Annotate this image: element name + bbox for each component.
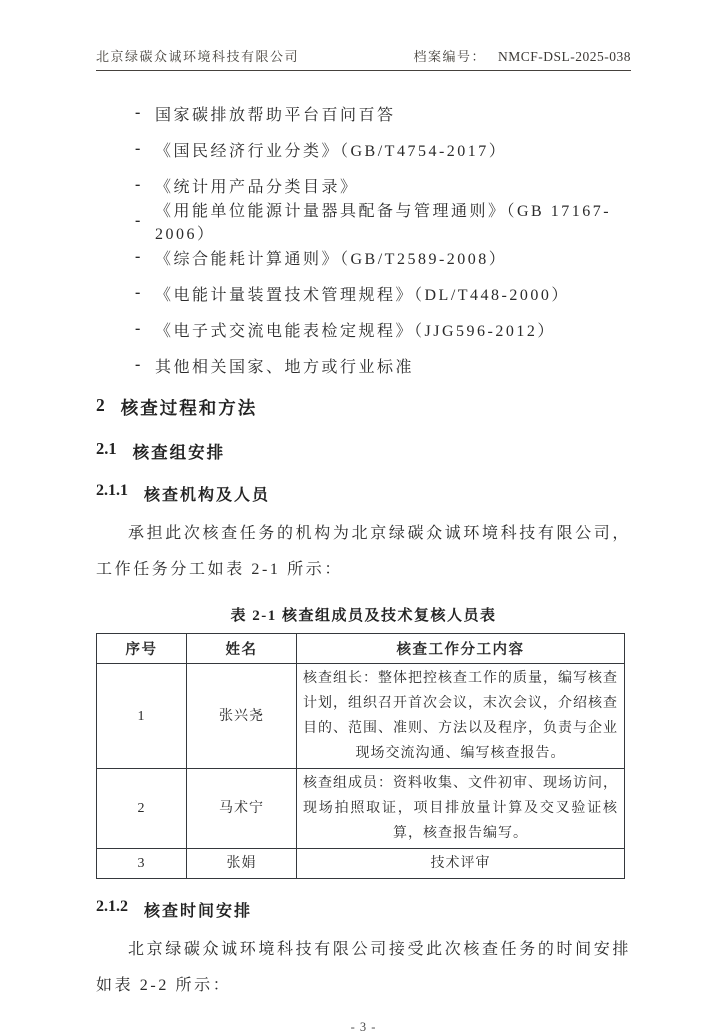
- page-number: - 3 -: [350, 1020, 377, 1034]
- page-header: [96, 46, 631, 71]
- column-header-no: 序号: [97, 634, 187, 664]
- list-item: [96, 275, 631, 311]
- list-item-text: 国家碳排放帮助平台百问百答: [155, 106, 396, 124]
- dash-marker: -: [135, 104, 141, 121]
- cell-no: 3: [97, 849, 187, 879]
- cell-name: 张兴尧: [187, 664, 297, 769]
- dash-marker: -: [135, 320, 141, 337]
- dash-marker: -: [135, 176, 141, 193]
- header-archive: [413, 46, 631, 65]
- section-number: 2.1.1: [96, 482, 128, 499]
- list-item-text: 《国民经济行业分类》（GB/T4754-2017）: [155, 142, 508, 160]
- dash-marker: -: [135, 284, 141, 301]
- list-item: [96, 239, 631, 275]
- cell-duty: 技术评审: [297, 849, 625, 879]
- list-item-text: 《电子式交流电能表检定规程》（JJG596-2012）: [155, 322, 556, 340]
- cell-name: 马术宁: [187, 769, 297, 849]
- list-item: [96, 311, 631, 347]
- table-row: [97, 769, 625, 849]
- table-header-row: [97, 634, 625, 664]
- verification-team-table: [96, 633, 625, 879]
- list-item-text: 《用能单位能源计量器具配备与管理通则》（GB 17167-2006）: [155, 203, 612, 243]
- section-title: 核查过程和方法: [120, 398, 258, 418]
- section-heading-2-1: [96, 439, 631, 463]
- cell-name: 张娟: [187, 849, 297, 879]
- section-number: 2.1: [96, 439, 117, 458]
- dash-marker: -: [135, 212, 141, 229]
- header-company-name: 北京绿碳众诚环境科技有限公司: [96, 49, 300, 64]
- list-item: [96, 95, 631, 131]
- paragraph-schedule-intro: 北京绿碳众诚环境科技有限公司接受此次核查任务的时间安排如表 2-2 所示：: [96, 941, 631, 994]
- cell-duty: 核查组成员：资料收集、文件初审、现场访问，现场拍照取证，项目排放量计算及交叉验证核算，核查报告编写。: [297, 769, 625, 849]
- paragraph-team-intro: 承担此次核查任务的机构为北京绿碳众诚环境科技有限公司，工作任务分工如表 2-1 所示：: [96, 525, 631, 578]
- section-number: 2.1.2: [96, 898, 128, 915]
- reference-list: [96, 95, 631, 383]
- list-item-text: 《电能计量装置技术管理规程》（DL/T448-2000）: [155, 286, 570, 304]
- section-heading-2-1-1: [96, 482, 631, 505]
- cell-duty: 核查组长：整体把控核查工作的质量，编写核查计划，组织召开首次会议，末次会议，介绍核查目的、范围、准则、方法以及程序，负责与企业现场交流沟通、编写核查报告。: [297, 664, 625, 769]
- section-title: 核查时间安排: [144, 903, 253, 920]
- section-title: 核查组安排: [132, 443, 226, 462]
- list-item-text: 《统计用产品分类目录》: [155, 178, 359, 196]
- column-header-name: 姓名: [187, 634, 297, 664]
- list-item-text: 其他相关国家、地方或行业标准: [155, 358, 415, 376]
- table-row: [97, 664, 625, 769]
- section-title: 核查机构及人员: [144, 487, 271, 504]
- dash-marker: -: [135, 356, 141, 373]
- table-caption: 表 2-1 核查组成员及技术复核人员表: [230, 608, 497, 624]
- archive-label: 档案编号：: [413, 49, 486, 64]
- list-item: [96, 131, 631, 167]
- column-header-duty: 核查工作分工内容: [297, 634, 625, 664]
- section-heading-2: [96, 395, 631, 420]
- section-number: 2: [96, 395, 105, 415]
- list-item: [96, 203, 631, 243]
- archive-number: NMCF-DSL-2025-038: [497, 49, 631, 64]
- section-heading-2-1-2: [96, 898, 631, 921]
- dash-marker: -: [135, 248, 141, 265]
- dash-marker: -: [135, 140, 141, 157]
- list-item: [96, 347, 631, 383]
- table-row: [97, 849, 625, 879]
- list-item-text: 《综合能耗计算通则》（GB/T2589-2008）: [155, 250, 508, 268]
- cell-no: 1: [97, 664, 187, 769]
- cell-no: 2: [97, 769, 187, 849]
